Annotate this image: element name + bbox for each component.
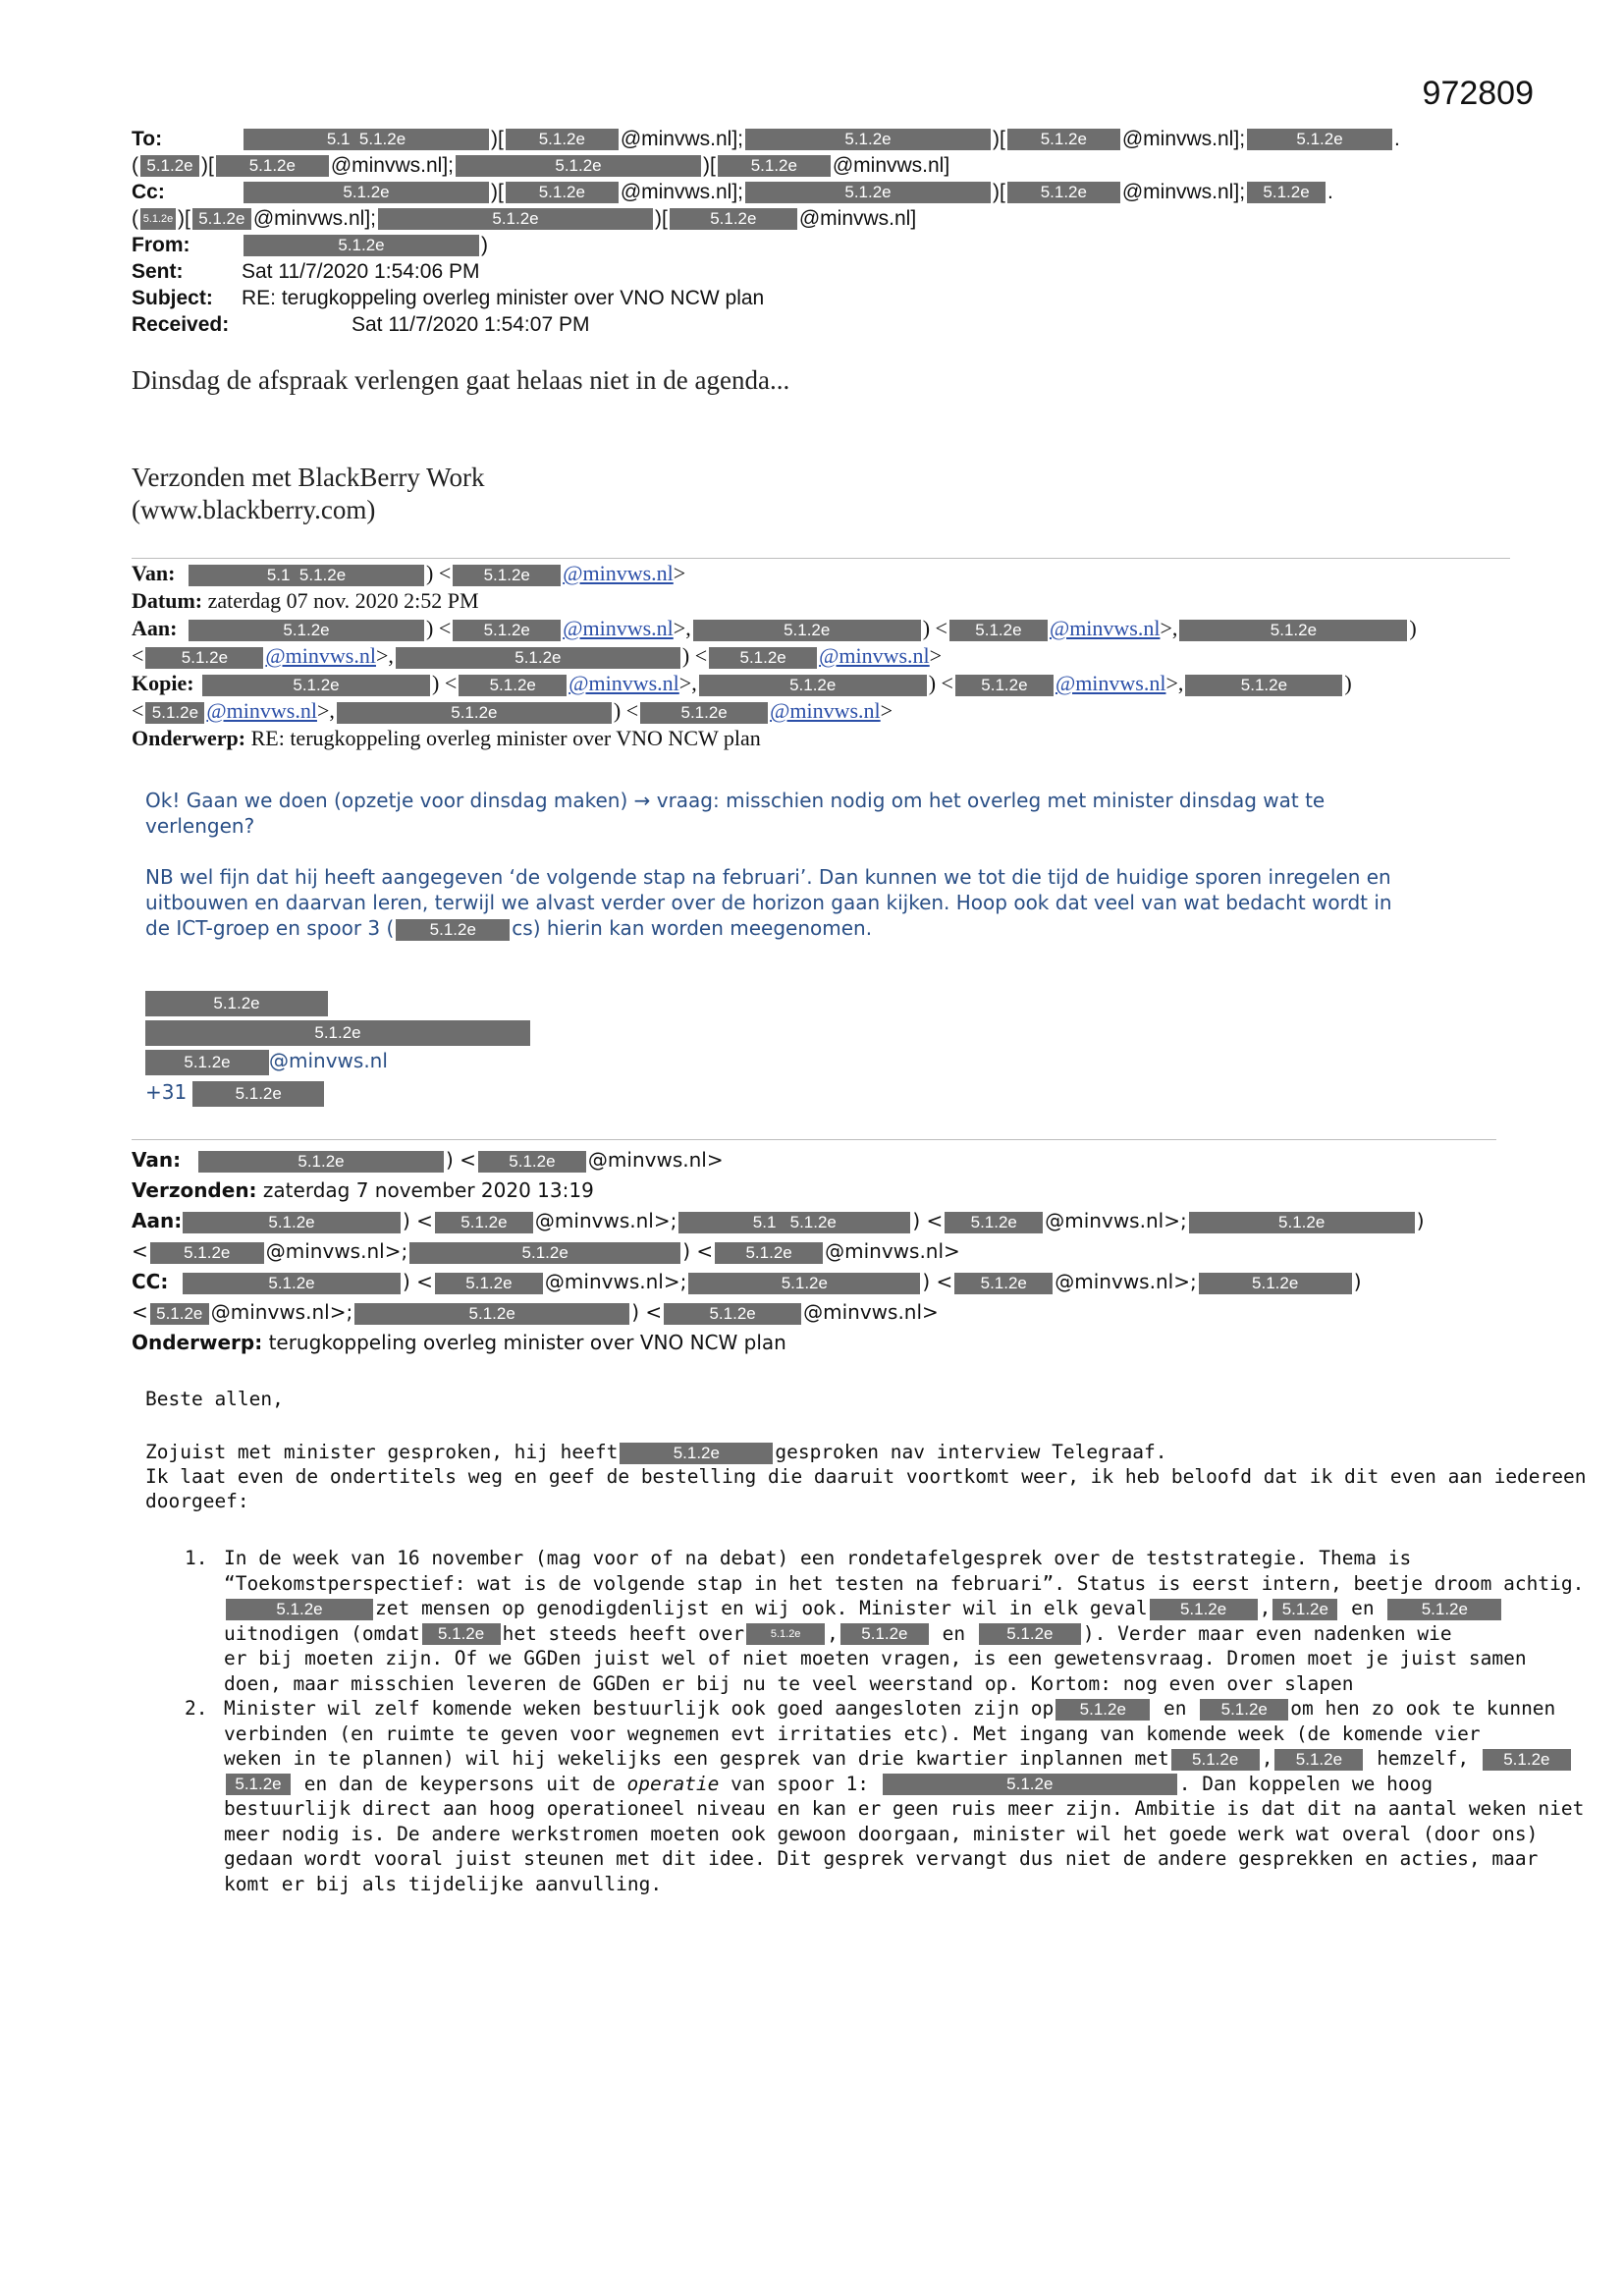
email-link[interactable]: @minvws.nl — [568, 671, 679, 695]
list-item-2: 2. Minister wil zelf komende weken bestuurlijk ook goed aangesloten zijn op 5.1.2e en 5.1.2e om hen zo ook te kunnen verbinden (en ruimte te geven voor wegnemen evt irritaties etc). Met ingang van komende week (de komende vier weken in te plannen) wil hij wekelijks een gesprek van drie kwartier inplannen met 5.1.2e , 5.1.2e hemzelf, 5.1.2e 5.1.2e en dan de keypersons uit de operatie van spoor 1: 5.1.2e . Dan koppelen we hoog bestuurlijk direct aan hoog operationeel niveau en kan er geen ruis meer zijn. Ambitie is dat dit na aantal weken niet meer nodig is. De andere werkstromen moeten ook gewoon doorgaan, minister wil het goede werk wat overal (door ons) gedaan wordt vooral juist steunen met dit idee. Dit gesprek vervangt dus niet de andere gesprekken en acties, maar komt er bij als tijdelijke aanvulling. — [185, 1697, 1585, 1895]
email-domain: @minvws.nl — [1121, 128, 1234, 150]
redaction: 5.1.2e — [664, 1303, 801, 1325]
redaction: 5.1.2e — [216, 155, 329, 177]
email-suffix: @minvws.nl — [269, 1049, 388, 1072]
redaction: 5.1.2e — [226, 1599, 373, 1620]
aan-line-1: Aan: 5.1.2e ) < 5.1.2e @minvws.nl>, 5.1.2e ) < 5.1.2e @minvws.nl>, 5.1.2e ) — [132, 616, 1417, 640]
aan-line-1: Aan: 5.1.2e ) < 5.1.2e @minvws.nl>; 5.1 5.1.2e ) < 5.1.2e @minvws.nl>; 5.1.2e ) — [132, 1206, 1526, 1236]
body-line: Zojuist met minister gesproken, hij heeft 5.1.2e gesproken nav interview Telegraaf. — [145, 1441, 1167, 1463]
redaction: 5.1.2e — [192, 1081, 324, 1107]
onderwerp-line — [132, 725, 1526, 752]
redaction: 5.1.2e — [506, 182, 619, 203]
redaction: 5.1.2e — [1189, 1212, 1415, 1233]
redaction: 5.1.2e — [435, 1212, 533, 1233]
email-domain: @minvws.nl — [330, 154, 443, 177]
cc-line-2: < 5.1.2e @minvws.nl>; 5.1.2e ) < 5.1.2e @minvws.nl> — [132, 1300, 939, 1324]
email-link[interactable]: @minvws.nl — [1055, 671, 1166, 695]
cc-line-2: ( 5.1.2e )[ 5.1.2e @minvws.nl]; 5.1.2e )[ 5.1.2e @minvws.nl] — [132, 207, 917, 230]
email-header-2 — [132, 560, 1526, 752]
redaction: 5.1.2e — [1179, 620, 1407, 641]
onderwerp-label: Onderwerp: — [132, 726, 246, 750]
signature-block-2 — [145, 990, 530, 1112]
signature-line-2: (www.blackberry.com) — [132, 495, 376, 524]
redaction: 5.1.2e — [883, 1774, 1177, 1795]
redaction: 5.1.2e — [145, 647, 263, 669]
document-number: 972809 — [1422, 75, 1534, 112]
redaction: 5.1.2e — [459, 675, 567, 696]
email-domain: @minvws.nl — [544, 1270, 664, 1293]
email-header-3 — [132, 1145, 1526, 1358]
redaction: 5.1.2e — [1056, 1699, 1150, 1721]
van-line: Van: 5.1.2e ) < 5.1.2e @minvws.nl> — [132, 1145, 1526, 1175]
redaction: 5.1.2e — [183, 1212, 401, 1233]
to-line-2: ( 5.1.2e )[ 5.1.2e @minvws.nl]; 5.1.2e )[ 5.1.2e @minvws.nl] — [132, 154, 950, 177]
verzonden-label: Verzonden: — [132, 1178, 257, 1202]
redaction: 5.1.2e — [1274, 1749, 1363, 1771]
aan-label: Aan: — [132, 616, 178, 640]
redaction: 5.1.2e — [1387, 1599, 1501, 1620]
redaction: 5.1.2e — [979, 1623, 1081, 1645]
redaction: 5.1.2e — [140, 208, 176, 230]
body-line: verlengen? — [145, 814, 255, 838]
aan-line-2: < 5.1.2e @minvws.nl>, 5.1.2e ) < 5.1.2e @minvws.nl> — [132, 643, 943, 668]
redaction: 5.1.2e — [688, 1273, 920, 1294]
verzonden-value: zaterdag 7 november 2020 13:19 — [262, 1178, 594, 1202]
redaction: 5.1.2e — [949, 620, 1048, 641]
redaction: 5.1.2e — [1483, 1749, 1571, 1771]
to-line-1: To: 5.1 5.1.2e )[ 5.1.2e @minvws.nl]; 5.1.2e )[ 5.1.2e @minvws.nl]; 5.1.2e . — [132, 128, 1400, 150]
phone-prefix: +31 — [145, 1080, 188, 1104]
redaction: 5.1.2e — [1150, 1599, 1258, 1620]
onderwerp-line — [132, 1328, 1526, 1358]
body-line: doorgeef: — [145, 1490, 249, 1512]
redaction: 5.1.2e — [244, 182, 489, 203]
redaction: 5.1.2e — [226, 1774, 291, 1795]
subject-label: Subject: — [132, 287, 213, 309]
redaction: 5.1.2e — [709, 647, 817, 669]
redaction: 5.1.2e — [745, 182, 991, 203]
redaction: 5.1.2e — [506, 129, 619, 150]
email-domain: @minvws.nl — [798, 207, 911, 230]
redaction: 5.1.2e — [435, 1273, 543, 1294]
email-header-1 — [132, 126, 1506, 338]
body-line: de ICT-groep en spoor 3 ( 5.1.2e cs) hierin kan worden meegenomen. — [145, 916, 873, 940]
sent-label: Sent: — [132, 260, 184, 283]
email-link[interactable]: @minvws.nl — [265, 643, 376, 668]
redaction: 5.1.2e — [150, 1303, 209, 1325]
redaction: 5.1 5.1.2e — [244, 129, 489, 150]
aan-line-2: < 5.1.2e @minvws.nl>; 5.1.2e ) < 5.1.2e @minvws.nl> — [132, 1239, 960, 1263]
divider — [132, 558, 1510, 559]
van-label: Van: — [132, 1148, 182, 1172]
redaction: 5.1.2e — [140, 155, 199, 177]
body-line: NB wel fijn dat hij heeft aangegeven ‘de volgende stap na februari’. Dan kunnen we tot die tijd de huidige sporen inregelen en — [145, 865, 1391, 889]
redaction: 5.1.2e — [718, 155, 831, 177]
onderwerp-label: Onderwerp: — [132, 1331, 263, 1354]
datum-value: zaterdag 07 nov. 2020 2:52 PM — [207, 588, 479, 613]
message-body-2-para-1 — [145, 788, 1481, 839]
received-label: Received: — [132, 313, 230, 336]
redaction: 5.1.2e — [183, 1273, 401, 1294]
email-domain: @minvws.nl — [1121, 181, 1234, 203]
redaction: 5.1.2e — [396, 647, 680, 669]
list-item-1: 1. In de week van 16 november (mag voor of na debat) een rondetafelgesprek over de teststrategie. Thema is “Toekomstperspectief: wat is de volgende stap in het testen na februari”. Status is eerst intern, beetje droom achtig. 5.1.2e zet mensen op genodigdenlijst en wij ook. Minister wil in elk geval 5.1.2e , 5.1.2e en 5.1.2e uitnodigen (omdat 5.1.2e het steeds heeft over 5.1.2e , 5.1.2e en 5.1.2e ). Verder maar even nadenken wie er bij moeten zijn. Of we GGDen juist wel of niet moeten vragen, is een gewetensvraag. Dromen moet je juist samen doen, maar misschien leveren de GGDen er bij nu te veel weerstand op. Kortom: nog even over slapen — [185, 1547, 1585, 1695]
redaction: 5.1.2e — [699, 675, 927, 696]
email-domain: @minvws.nl — [252, 207, 365, 230]
verzonden-line — [132, 1175, 1526, 1206]
redaction: 5.1.2e — [453, 620, 561, 641]
subject-line — [132, 285, 1506, 311]
greeting: Beste allen, — [145, 1388, 284, 1410]
redaction: 5.1.2e — [955, 675, 1054, 696]
van-line: Van: 5.1 5.1.2e ) < 5.1.2e @minvws.nl> — [132, 561, 686, 585]
email-domain: @minvws.nl — [1055, 1270, 1174, 1293]
redaction: 5.1.2e — [745, 129, 991, 150]
redaction: 5.1.2e — [1200, 1699, 1288, 1721]
redaction: 5.1.2e — [150, 1242, 264, 1264]
redaction: 5.1.2e — [337, 702, 612, 724]
email-link[interactable]: @minvws.nl — [819, 643, 930, 668]
email-link[interactable]: @minvws.nl — [1049, 616, 1161, 640]
received-value: Sat 11/7/2020 1:54:07 PM — [352, 313, 590, 336]
redaction: 5.1.2e — [1185, 675, 1342, 696]
redaction: 5.1.2e — [422, 1623, 501, 1645]
cc-label: Cc: — [132, 181, 165, 203]
body-line: Ik laat even de ondertitels weg en geef de bestelling die daaruit voortkomt weer, ik heb beloofd dat ik dit even aan iedereen — [145, 1465, 1587, 1488]
datum-line — [132, 587, 1526, 615]
email-domain: @minvws.nl — [803, 1300, 923, 1324]
body-line: Ok! Gaan we doen (opzetje voor dinsdag maken) → vraag: misschien nodig om het overleg met minister dinsdag wat te — [145, 789, 1326, 812]
redaction: 5.1 5.1.2e — [189, 565, 424, 586]
van-label: Van: — [132, 561, 176, 585]
redaction: 5.1.2e — [1007, 182, 1120, 203]
subject-value: RE: terugkoppeling overleg minister over VNO NCW plan — [242, 287, 765, 309]
redaction: 5.1.2e — [145, 991, 328, 1016]
redaction: 5.1.2e — [945, 1212, 1043, 1233]
redaction: 5.1.2e — [840, 1623, 929, 1645]
redaction: 5.1.2e — [145, 702, 204, 724]
redaction: 5.1.2e — [954, 1273, 1053, 1294]
body-line: uitbouwen en daarvan leren, terwijl we alvast verder over de horizon gaan kijken. Hoop ook dat veel van wat bedacht wordt in — [145, 891, 1392, 914]
redaction: 5.1.2e — [409, 1242, 680, 1264]
from-line: From: 5.1.2e ) — [132, 234, 488, 256]
redaction: 5.1.2e — [1171, 1749, 1260, 1771]
redaction: 5.1.2e — [715, 1242, 823, 1264]
sent-value: Sat 11/7/2020 1:54:06 PM — [242, 260, 480, 283]
redaction: 5.1.2e — [693, 620, 921, 641]
onderwerp-value: terugkoppeling overleg minister over VNO NCW plan — [268, 1331, 786, 1354]
redaction: 5.1.2e — [1199, 1273, 1352, 1294]
sent-line — [132, 258, 1506, 285]
redaction: 5.1.2e — [1247, 182, 1326, 203]
redaction: 5.1.2e — [670, 208, 797, 230]
datum-label: Datum: — [132, 588, 203, 613]
message-body-2-para-2 — [145, 864, 1481, 941]
divider — [132, 1139, 1496, 1140]
redaction: 5.1.2e — [746, 1623, 825, 1645]
to-label: To: — [132, 128, 163, 150]
from-label: From: — [132, 234, 190, 256]
email-domain: @minvws.nl — [587, 1148, 707, 1172]
email-link[interactable]: @minvws.nl — [206, 698, 317, 723]
numbered-list — [185, 1546, 1585, 1896]
email-domain: @minvws.nl — [534, 1209, 654, 1232]
email-domain: @minvws.nl — [265, 1239, 385, 1263]
redaction: 5.1.2e — [456, 155, 701, 177]
redaction: 5.1.2e — [198, 1151, 444, 1173]
redaction: 5.1.2e — [478, 1151, 586, 1173]
email-domain: @minvws.nl — [620, 128, 732, 150]
blackberry-signature — [132, 462, 484, 526]
kopie-label: Kopie: — [132, 671, 194, 695]
received-line — [132, 311, 1506, 338]
redaction: 5.1.2e — [354, 1303, 629, 1325]
redaction: 5.1.2e — [244, 235, 479, 256]
onderwerp-value: RE: terugkoppeling overleg minister over VNO NCW plan — [250, 726, 761, 750]
email-domain: @minvws.nl — [1045, 1209, 1164, 1232]
redaction: 5.1.2e — [1247, 129, 1392, 150]
aan-label: Aan: — [132, 1209, 183, 1232]
email-link[interactable]: @minvws.nl — [770, 698, 881, 723]
cc-line-1: Cc: 5.1.2e )[ 5.1.2e @minvws.nl]; 5.1.2e )[ 5.1.2e @minvws.nl]; 5.1.2e . — [132, 181, 1333, 203]
signature-line-1: Verzonden met BlackBerry Work — [132, 463, 485, 492]
redaction: 5.1.2e — [453, 565, 561, 586]
redaction: 5.1.2e — [620, 1443, 773, 1464]
redaction: 5.1.2e — [640, 702, 768, 724]
cc-label: CC: — [132, 1270, 169, 1293]
email-domain: @minvws.nl — [825, 1239, 945, 1263]
email-domain: @minvws.nl — [210, 1300, 330, 1324]
redaction: 5.1.2e — [1272, 1599, 1337, 1620]
redaction: 5.1.2e — [189, 620, 424, 641]
redaction: 5.1.2e — [396, 919, 510, 941]
kopie-line-2: < 5.1.2e @minvws.nl>, 5.1.2e ) < 5.1.2e @minvws.nl> — [132, 698, 893, 723]
email-link[interactable]: @minvws.nl — [563, 616, 674, 640]
redaction: 5.1.2e — [1007, 129, 1120, 150]
redaction: 5.1.2e — [145, 1050, 269, 1075]
email-domain: @minvws.nl — [832, 154, 945, 177]
email-link[interactable]: @minvws.nl — [563, 561, 674, 585]
cc-line-1: CC: 5.1.2e ) < 5.1.2e @minvws.nl>; 5.1.2e ) < 5.1.2e @minvws.nl>; 5.1.2e ) — [132, 1267, 1526, 1297]
redaction: 5.1.2e — [192, 208, 251, 230]
redaction: 5.1.2e — [145, 1020, 530, 1046]
redaction: 5.1.2e — [202, 675, 430, 696]
email-domain: @minvws.nl — [620, 181, 732, 203]
kopie-line-1: Kopie: 5.1.2e ) < 5.1.2e @minvws.nl>, 5.1.2e ) < 5.1.2e @minvws.nl>, 5.1.2e ) — [132, 671, 1352, 695]
message-body-1: Dinsdag de afspraak verlengen gaat helaas niet in de agenda... — [132, 365, 790, 395]
redaction: 5.1.2e — [378, 208, 653, 230]
redaction: 5.1 5.1.2e — [678, 1212, 910, 1233]
